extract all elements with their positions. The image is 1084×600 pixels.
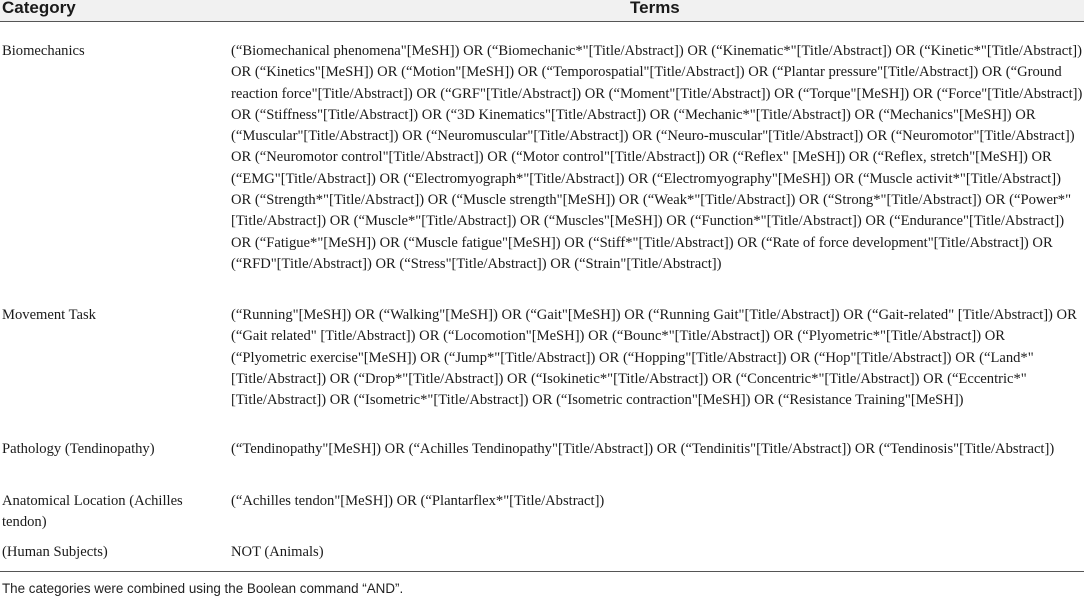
header-terms: Terms: [630, 0, 680, 17]
table-footnote: The categories were combined using the Boolean command “AND”.: [2, 581, 404, 596]
category-cell: Anatomical Location (Achilles tendon): [2, 493, 183, 530]
terms-cell: NOT (Animals): [231, 544, 324, 560]
terms-cell: (“Tendinopathy"[MeSH]) OR (“Achilles Tendinopathy"[Title/Abstract]) OR (“Tendinitis"[Title/Abstract]) OR (“Tendinosis"[Title/Abstract]): [231, 441, 1055, 457]
category-cell: Biomechanics: [2, 43, 85, 59]
table-header-row: [0, 0, 1084, 22]
terms-cell: (“Biomechanical phenomena"[MeSH]) OR (“Biomechanic*"[Title/Abstract]) OR (“Kinematic*"[Title/Abstract]) OR (“Kinetic*"[Title/Abstract]) OR (“Kinetics"[MeSH]) OR (“Motion"[MeSH]) OR (“Temporospatial"[Title/Abstract]) OR (“Plantar pressure"[Title/Abstract]) OR (“Ground reaction force"[Title/Abstract]) OR (“GRF"[Title/Abstract]) OR (“Moment"[Title/Abstract]) OR (“Torque"[MeSH]) OR (“Force"[Title/Abstract]) OR (“Stiffness"[Title/Abstract]) OR (“3D Kinematics"[Title/Abstract]) OR (“Mechanic*"[Title/Abstract]) OR (“Mechanics"[MeSH]) OR (“Muscular"[Title/Abstract]) OR (“Neuromuscular"[Title/Abstract]) OR (“Neuro-muscular"[Title/Abstract]) OR (“Neuromotor"[Title/Abstract]) OR (“Neuromotor control"[Title/Abstract]) OR (“Motor control"[Title/Abstract]) OR (“Reflex" [MeSH]) OR (“Reflex, stretch"[MeSH]) OR (“EMG"[Title/Abstract]) OR (“Electromyograph*"[Title/Abstract]) OR (“Electromyography"[MeSH]) OR (“Muscle activit*"[Title/Abstract]) OR (“Strength*"[Title/Abstract]) OR (“Muscle strength"[MeSH]) OR (“Weak*"[Title/Abstract]) OR (“Strong*"[Title/Abstract]) OR (“Power*"[Title/Abstract]) OR (“Muscle*"[Title/Abstract]) OR (“Muscles"[MeSH]) OR (“Function*"[Title/Abstract]) OR (“Endurance"[Title/Abstract]) OR (“Fatigue*"[MeSH]) OR (“Muscle fatigue"[MeSH]) OR (“Stiff*"[Title/Abstract]) OR (“Rate of force development"[Title/Abstract]) OR (“RFD"[Title/Abstract]) OR (“Stress"[Title/Abstract]) OR (“Strain"[Title/Abstract]): [231, 43, 1083, 272]
header-divider: [0, 21, 1084, 22]
terms-cell: (“Running"[MeSH]) OR (“Walking"[MeSH]) OR (“Gait"[MeSH]) OR (“Running Gait"[Title/Abstract]) OR (“Gait-related" [Title/Abstract]) OR (“Gait related" [Title/Abstract]) OR (“Locomotion"[MeSH]) OR (“Bounc*"[Title/Abstract]) OR (“Plyometric*"[Title/Abstract]) OR (“Plyometric exercise"[MeSH]) OR (“Jump*"[Title/Abstract]) OR (“Hopping"[Title/Abstract]) OR (“Hop"[Title/Abstract]) OR (“Land*"[Title/Abstract]) OR (“Drop*"[Title/Abstract]) OR (“Isokinetic*"[Title/Abstract]) OR (“Concentric*"[Title/Abstract]) OR (“Eccentric*"[Title/Abstract]) OR (“Isometric*"[Title/Abstract]) OR (“Isometric contraction"[MeSH]) OR (“Resistance Training"[MeSH]): [231, 307, 1077, 409]
header-category: Category: [2, 0, 76, 17]
category-cell: Movement Task: [2, 307, 96, 323]
terms-cell: (“Achilles tendon"[MeSH]) OR (“Plantarflex*"[Title/Abstract]): [231, 493, 605, 509]
table-bottom-rule: [0, 571, 1084, 572]
category-cell: Pathology (Tendinopathy): [2, 441, 155, 457]
category-cell: (Human Subjects): [2, 544, 108, 560]
